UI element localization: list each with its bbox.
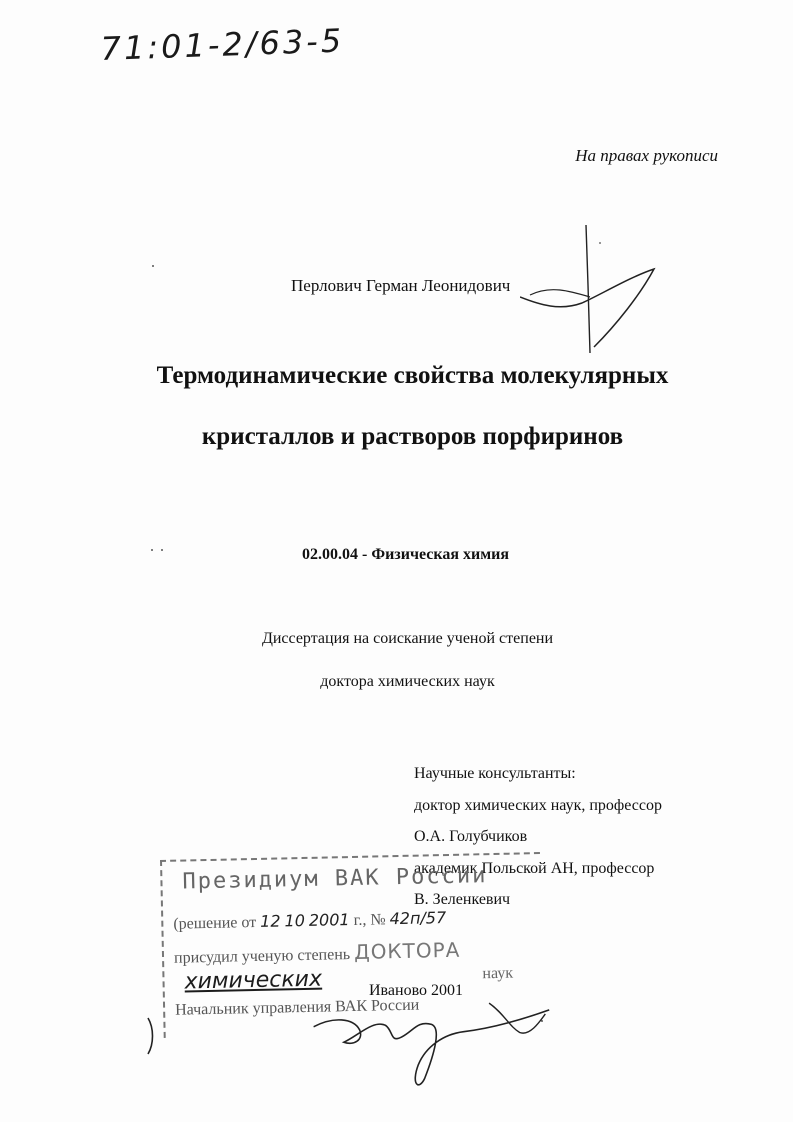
stamp-header: Президиум ВАК России (182, 863, 488, 895)
vak-stamp (160, 852, 544, 1038)
dissertation-title-line-2: кристаллов и растворов порфиринов (201, 423, 624, 450)
degree-line-2: доктора химических наук (320, 673, 495, 690)
degree-line-1: Диссертация на соискание ученой степени (261, 630, 554, 647)
stamp-decision-number: 42п/57 (389, 908, 447, 929)
stamp-decision-month: 10 (284, 910, 306, 931)
stamp-decision-prefix: (решение от (173, 914, 257, 933)
consultant-1-name: О.А. Голубчиков (414, 828, 528, 845)
stamp-awarded: присудил ученую степень (173, 946, 351, 967)
stamp-decision-mid: г., № (353, 911, 386, 929)
consultant-2-name: В. Зеленкевич (414, 891, 511, 908)
specialty-code: 02.00.04 - Физическая химия (302, 546, 509, 563)
manuscript-rights-note: На правах рукописи (575, 146, 718, 165)
dissertation-title-line-1: Термодинамические свойства молекулярных (156, 362, 669, 389)
stamp-science-suffix: наук (482, 964, 514, 983)
margin-bracket-mark (142, 1016, 162, 1056)
consultant-2-title: академик Польской АН, профессор (414, 859, 655, 877)
stamp-awarded-degree: ДОКТОРА (353, 937, 461, 964)
author-signature (520, 225, 670, 355)
stamp-decision-day: 12 (259, 911, 281, 931)
stamp-decision-year: 2001 (308, 910, 350, 930)
consultant-1-title: доктор химических наук, профессор (414, 796, 662, 814)
archive-code-handwritten: 71:01-2/63-5 (100, 21, 345, 68)
author-name: Перлович Герман Леонидович (291, 276, 511, 295)
city-year: Иваново 2001 (369, 982, 464, 999)
consultants-heading: Научные консультанты: (414, 765, 576, 782)
chief-signature (313, 992, 555, 1097)
stamp-chief: Начальник управления ВАК России (174, 996, 420, 1019)
stamp-science-field: химических (184, 966, 323, 995)
